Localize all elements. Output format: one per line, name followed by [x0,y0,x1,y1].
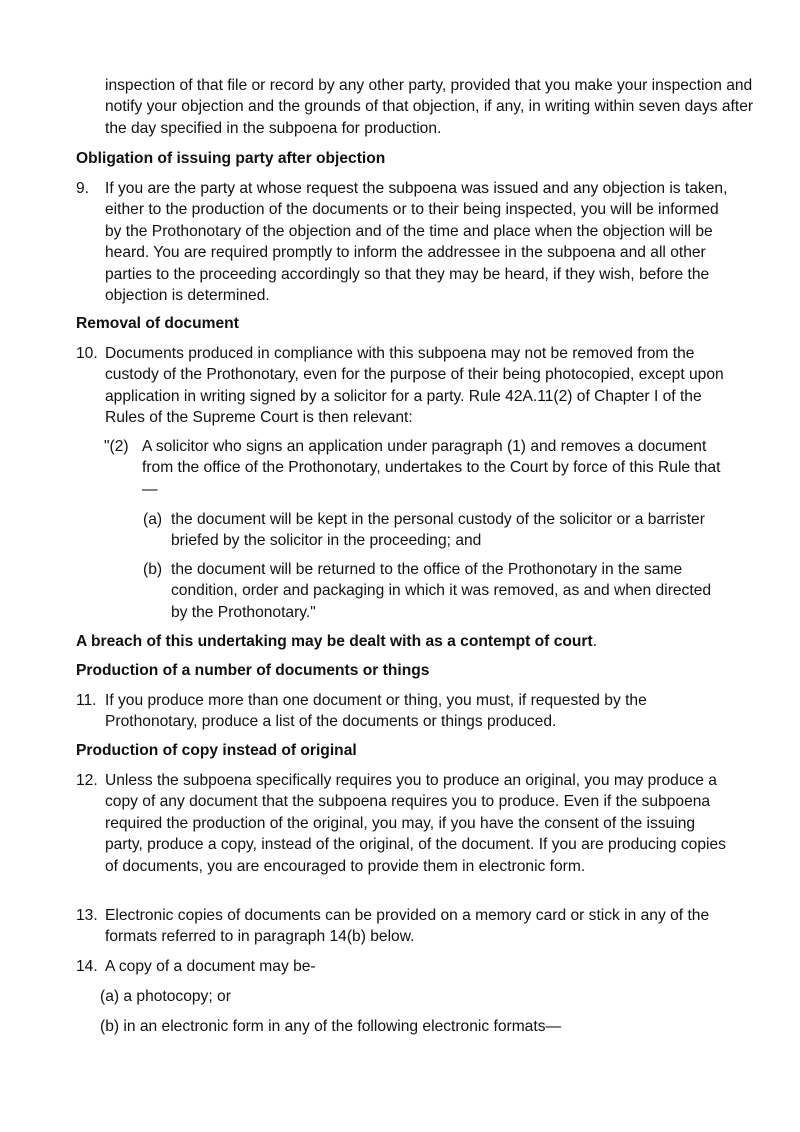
heading-obligation: Obligation of issuing party after objection [76,150,386,167]
paragraph-text: If you are the party at whose request the subpoena was issued and any objection is taken, either to the production of the documents or to their being inspected, you will be informed by the Prothonotary of the objection and of the time and place when the objection will be heard. You are required promptly to inform the addressee in the subpoena and all other parties to the proceeding accordingly so that they may be heard, if they wish, before the objection is determined. [105,180,728,305]
paragraph-10 [76,343,728,429]
quoted-item-a [143,509,733,552]
paragraph-number: 11. [76,692,97,709]
paragraph-text: A copy of a document may be- [105,958,316,975]
paragraph-text: Unless the subpoena specifically requires you to produce an original, you may produce a copy of any document that the subpoena requires you to produce. Even if the subpoena required the production of the original, you may, if you have the consent of the issuing party, produce a copy, instead of the original, of the document. If you are producing copies of documents, you are encouraged to provide them in electronic form. [105,772,726,875]
heading-removal: Removal of document [76,315,239,332]
paragraph-14-item-a: (a) a photocopy; or [100,988,231,1005]
item-text: the document will be kept in the personal custody of the solicitor or a barrister briefed by the solicitor in the proceeding; and [171,511,705,550]
quote-number: "(2) [104,438,129,455]
paragraph-text: Electronic copies of documents can be provided on a memory card or stick in any of the formats referred to in paragraph 14(b) below. [105,907,710,946]
paragraph-number: 9. [76,180,90,197]
paragraph-text: If you produce more than one document or thing, you must, if requested by the Prothonotary, produce a list of the documents or things produced. [105,692,647,731]
paragraph-number: 12. [76,772,98,789]
paragraph-13 [76,905,728,948]
heading-number-of-documents: Production of a number of documents or things [76,662,430,679]
paragraph-number: 13. [76,907,98,924]
paragraph-number: 10. [76,345,98,362]
heading-copy-instead: Production of copy instead of original [76,742,357,759]
paragraph-9 [76,178,728,306]
item-number: (a) [143,511,163,528]
paragraph-number: 14. [76,958,98,975]
breach-statement: A breach of this undertaking may be dealt with as a contempt of court. [76,633,598,650]
item-number: (b) [143,561,163,578]
paragraph-text: Documents produced in compliance with this subpoena may not be removed from the custody of the Prothonotary, even for the purpose of their being photocopied, except upon application in writing signed by a solicitor for a party. Rule 42A.11(2) of Chapter I of the Rules of the Supreme Court is then relevant: [105,345,724,427]
quoted-item-b [143,559,728,623]
breach-bold-text: A breach of this undertaking may be dealt with as a contempt of court [76,633,593,650]
paragraph-14-item-b: (b) in an electronic form in any of the following electronic formats— [100,1018,562,1035]
paragraph-14 [76,956,728,977]
paragraph-12 [76,770,728,877]
quote-text: A solicitor who signs an application under paragraph (1) and removes a document from the office of the Prothonotary, undertakes to the Court by force of this Rule that— [142,438,721,498]
paragraph-11 [76,690,728,733]
quoted-rule [104,436,728,500]
item-text: the document will be returned to the office of the Prothonotary in the same condition, order and packaging in which it was removed, as and when directed by the Prothonotary." [171,561,712,621]
continued-paragraph: inspection of that file or record by any other party, provided that you make your inspection and notify your objection and the grounds of that objection, if any, in writing within seven days after the day specified in the subpoena for production. [105,77,754,137]
